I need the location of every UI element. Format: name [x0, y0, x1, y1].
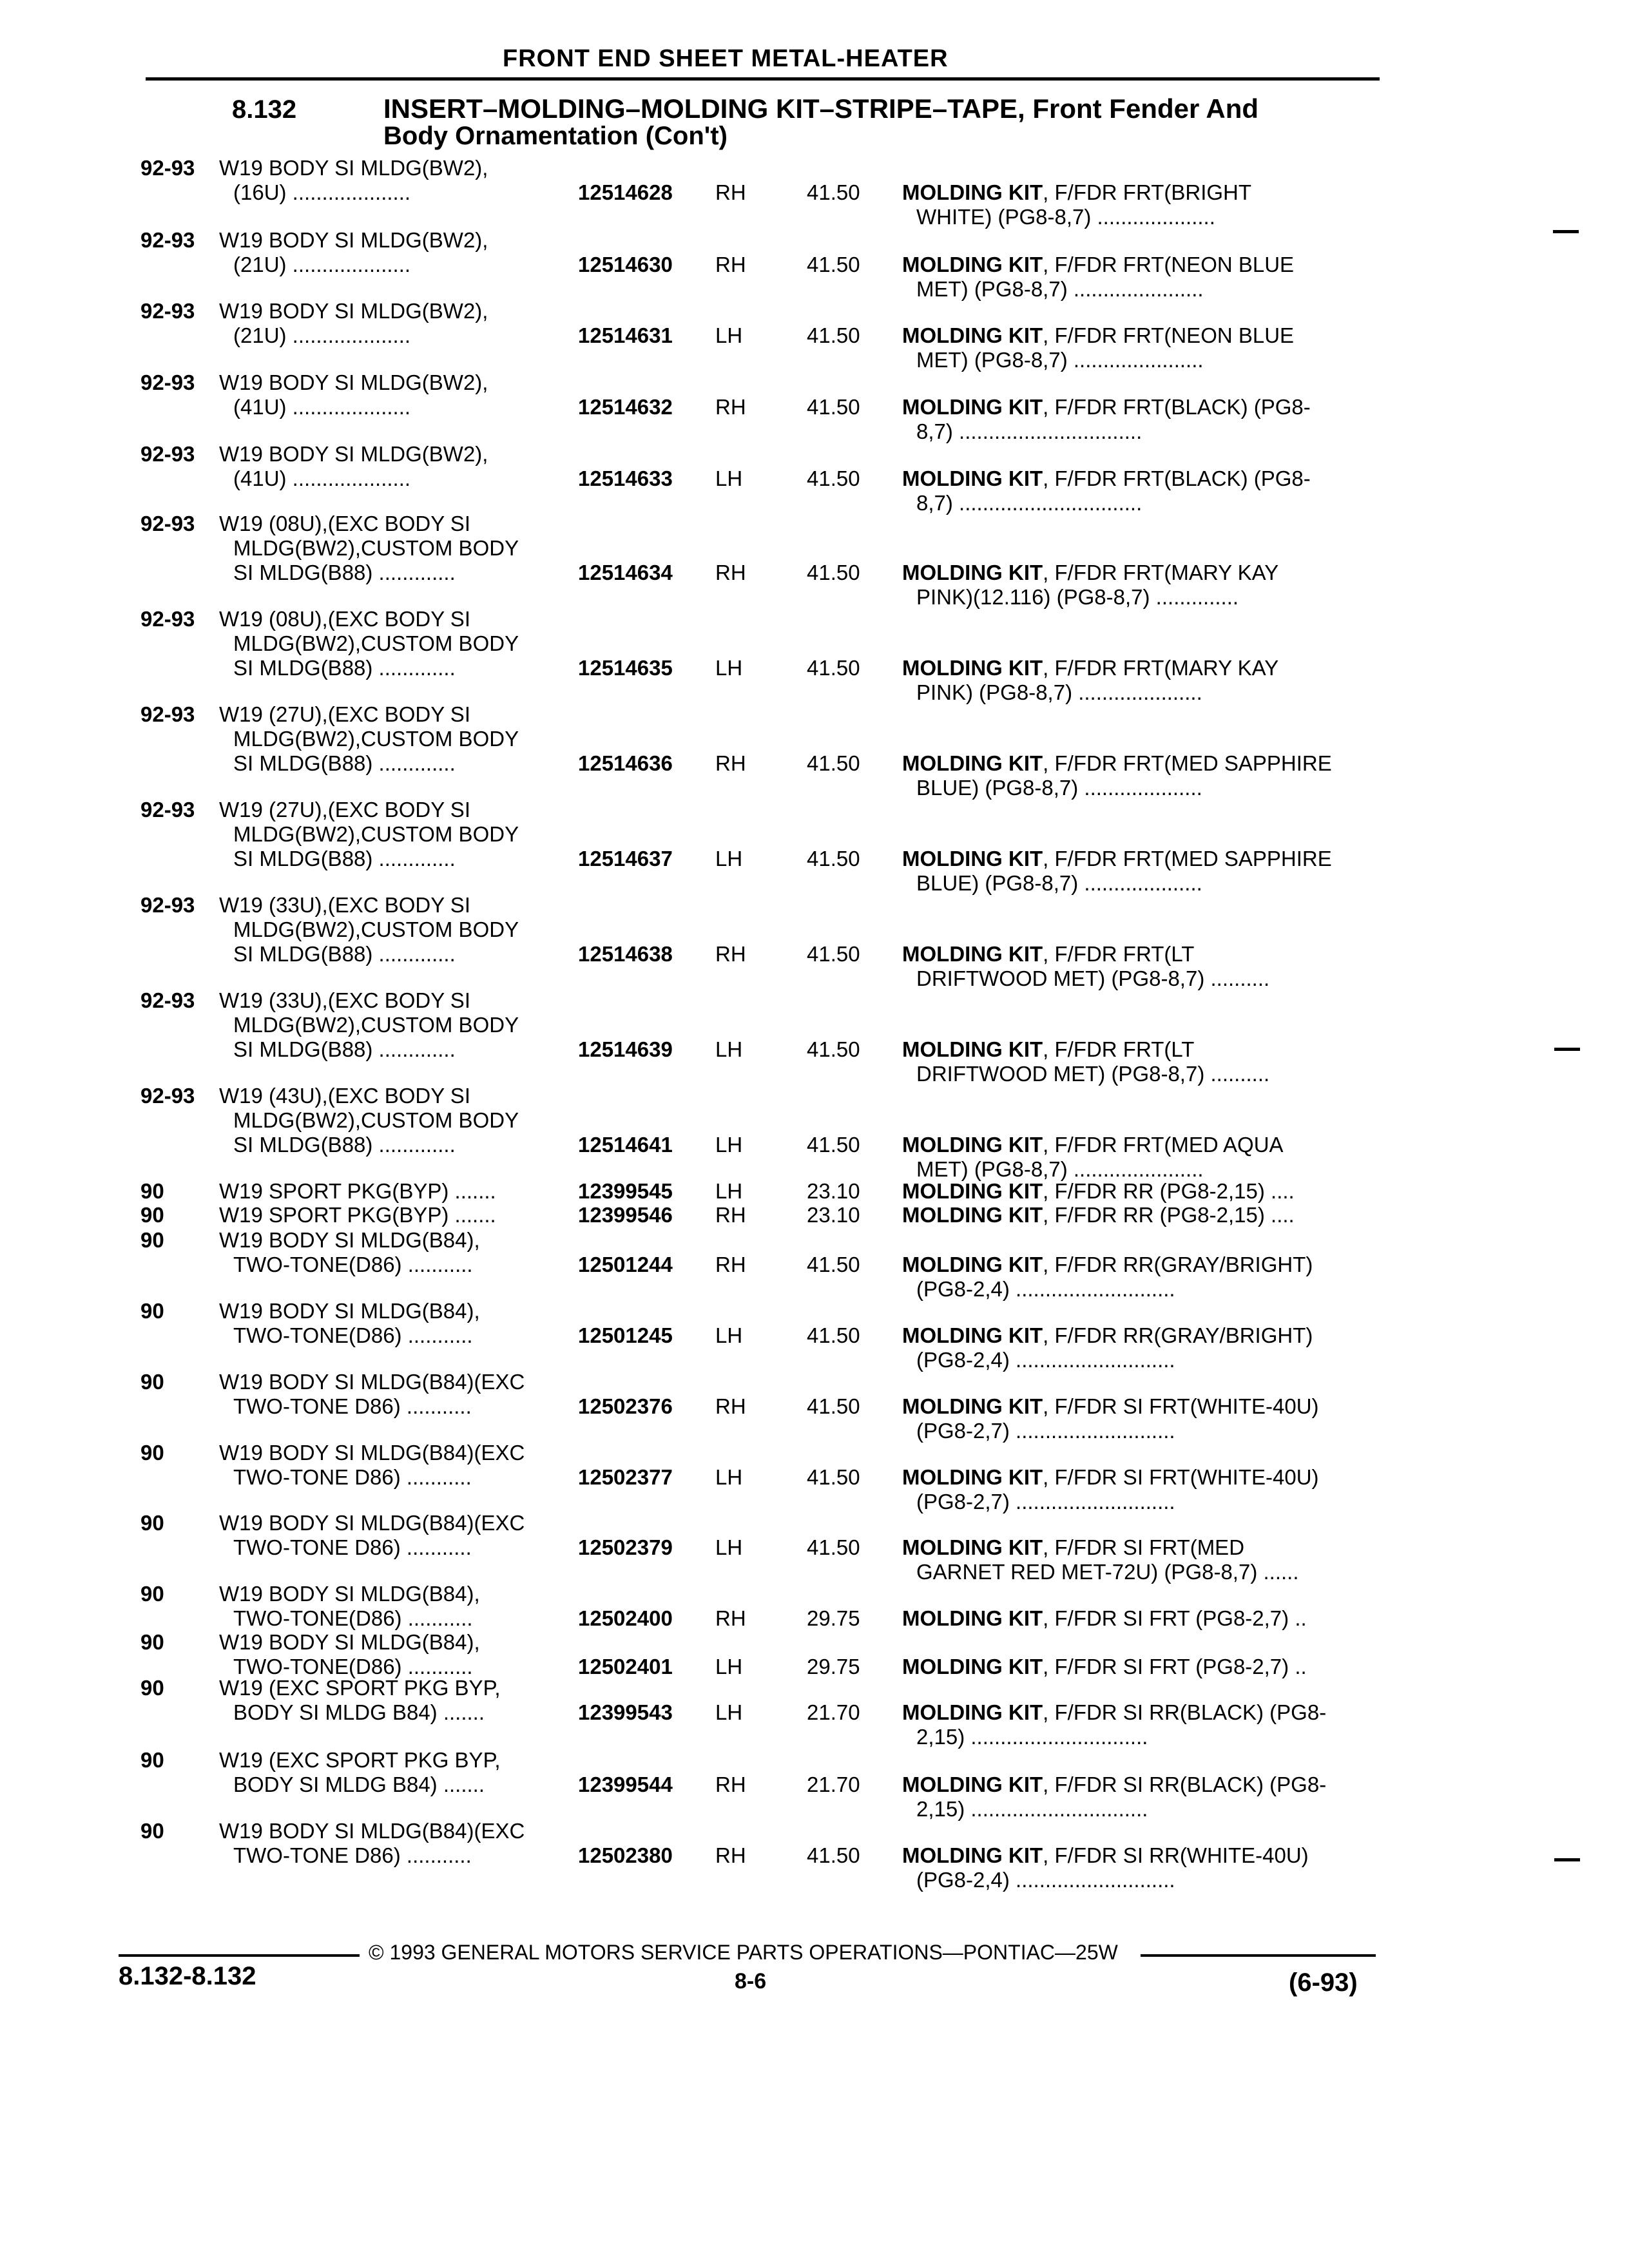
usage-line: MLDG(BW2),CUSTOM BODY [233, 1108, 519, 1132]
side-designation: LH [715, 1323, 743, 1347]
part-number: 12399546 [578, 1203, 673, 1227]
usage-line: SI MLDG(B88) ............. [233, 561, 456, 584]
part-name-line1: MOLDING KIT, F/FDR FRT(LT [902, 1037, 1195, 1061]
usage-line: TWO-TONE(D86) ........... [233, 1606, 473, 1630]
part-name [902, 656, 1278, 705]
model-year: 90 [140, 1511, 164, 1535]
list-price: 41.50 [807, 1253, 860, 1276]
part-name [902, 1394, 1319, 1443]
list-price: 23.10 [807, 1203, 860, 1227]
list-price: 21.70 [807, 1773, 860, 1796]
part-name-line2: 2,15) .............................. [916, 1725, 1148, 1749]
usage-line: BODY SI MLDG B84) ....... [233, 1700, 485, 1724]
footer-rule-left [119, 1954, 360, 1957]
usage-line: SI MLDG(B88) ............. [233, 847, 456, 870]
usage-line: W19 (08U),(EXC BODY SI [219, 607, 470, 631]
part-number: 12514641 [578, 1133, 673, 1157]
part-name-line2: BLUE) (PG8-8,7) .................... [916, 776, 1202, 800]
list-price: 21.70 [807, 1700, 860, 1724]
part-name-line2: BLUE) (PG8-8,7) .................... [916, 871, 1202, 895]
usage-line: MLDG(BW2),CUSTOM BODY [233, 918, 519, 941]
model-year: 90 [140, 1630, 164, 1654]
side-designation: LH [715, 847, 743, 870]
part-name-line1: MOLDING KIT, F/FDR SI RR(BLACK) (PG8- [902, 1700, 1327, 1724]
part-name-line2: MET) (PG8-8,7) ...................... [916, 1157, 1204, 1181]
side-designation: LH [715, 1037, 743, 1061]
usage-line: W19 BODY SI MLDG(B84)(EXC [219, 1819, 525, 1843]
part-name-line2: MET) (PG8-8,7) ...................... [916, 348, 1204, 372]
part-name [902, 942, 1269, 991]
footer-copyright: © 1993 GENERAL MOTORS SERVICE PARTS OPERATIONS—PONTIAC—25W [369, 1941, 1118, 1964]
list-price: 41.50 [807, 395, 860, 419]
model-year: 92-93 [140, 512, 195, 535]
usage-description [219, 607, 519, 680]
header-rule [146, 77, 1380, 81]
part-name-line1: MOLDING KIT, F/FDR SI FRT(WHITE-40U) [902, 1465, 1319, 1489]
part-name [902, 1323, 1313, 1372]
list-price: 23.10 [807, 1179, 860, 1203]
model-year: 92-93 [140, 702, 195, 726]
section-title [383, 95, 1258, 149]
usage-line: TWO-TONE D86) ........... [233, 1843, 472, 1867]
part-name-line1: MOLDING KIT, F/FDR FRT(BRIGHT [902, 180, 1252, 204]
side-designation: RH [715, 1253, 746, 1276]
side-designation: LH [715, 1133, 743, 1157]
side-designation: LH [715, 1655, 743, 1678]
part-name-line2: PINK) (PG8-8,7) ..................... [916, 680, 1202, 704]
side-designation: RH [715, 395, 746, 419]
side-designation: RH [715, 751, 746, 775]
usage-line: W19 BODY SI MLDG(B84), [219, 1299, 480, 1323]
part-name-line2: DRIFTWOOD MET) (PG8-8,7) .......... [916, 966, 1270, 990]
usage-line: SI MLDG(B88) ............. [233, 656, 456, 680]
part-name-line1: MOLDING KIT, F/FDR SI FRT (PG8-2,7) .. [902, 1606, 1307, 1630]
usage-line: MLDG(BW2),CUSTOM BODY [233, 536, 519, 560]
part-name-line1: MOLDING KIT, F/FDR FRT(BLACK) (PG8- [902, 466, 1311, 490]
part-name-line1: MOLDING KIT, F/FDR FRT(MED SAPPHIRE [902, 847, 1332, 870]
usage-line: MLDG(BW2),CUSTOM BODY [233, 822, 519, 846]
usage-description [219, 1203, 496, 1227]
usage-line: SI MLDG(B88) ............. [233, 751, 456, 775]
usage-line: TWO-TONE(D86) ........... [233, 1323, 473, 1347]
part-name-line1: MOLDING KIT, F/FDR RR(GRAY/BRIGHT) [902, 1323, 1313, 1347]
side-designation: RH [715, 1843, 746, 1867]
usage-line: TWO-TONE(D86) ........... [233, 1253, 473, 1276]
model-year: 90 [140, 1582, 164, 1606]
part-name [902, 1253, 1313, 1302]
part-name-line1: MOLDING KIT, F/FDR FRT(MARY KAY [902, 561, 1279, 584]
usage-description [219, 1179, 496, 1204]
usage-description [219, 299, 488, 348]
side-designation: LH [715, 1535, 743, 1559]
footer-date: (6-93) [1289, 1968, 1358, 1997]
part-name-line2: DRIFTWOOD MET) (PG8-8,7) .......... [916, 1062, 1270, 1086]
usage-line: MLDG(BW2),CUSTOM BODY [233, 727, 519, 751]
usage-line: W19 SPORT PKG(BYP) ....... [219, 1203, 496, 1227]
part-name [902, 561, 1278, 610]
usage-line: W19 BODY SI MLDG(BW2), [219, 156, 488, 180]
revision-mark [1554, 1858, 1580, 1861]
part-name [902, 323, 1294, 372]
usage-line: W19 (33U),(EXC BODY SI [219, 988, 470, 1012]
model-year: 92-93 [140, 156, 195, 180]
part-number: 12502400 [578, 1606, 673, 1630]
part-name-line1: MOLDING KIT, F/FDR RR (PG8-2,15) .... [902, 1179, 1295, 1203]
side-designation: LH [715, 466, 743, 490]
usage-line: SI MLDG(B88) ............. [233, 1037, 456, 1061]
part-number: 12514637 [578, 847, 673, 870]
side-designation: RH [715, 180, 746, 204]
part-name [902, 1606, 1307, 1631]
part-number: 12514638 [578, 942, 673, 966]
model-year: 90 [140, 1676, 164, 1700]
list-price: 41.50 [807, 942, 860, 966]
part-name-line2: (PG8-2,7) ........................... [916, 1419, 1175, 1443]
usage-line: W19 BODY SI MLDG(B84), [219, 1228, 480, 1252]
part-name-line1: MOLDING KIT, F/FDR FRT(MED AQUA [902, 1133, 1284, 1157]
list-price: 41.50 [807, 561, 860, 584]
part-name [902, 180, 1251, 229]
model-year: 92-93 [140, 893, 195, 917]
part-name [902, 1773, 1326, 1821]
usage-line: W19 BODY SI MLDG(BW2), [219, 370, 488, 394]
list-price: 41.50 [807, 1323, 860, 1347]
part-name [902, 847, 1332, 896]
list-price: 41.50 [807, 1133, 860, 1157]
model-year: 90 [140, 1441, 164, 1465]
page-header-title: FRONT END SHEET METAL-HEATER [503, 45, 949, 72]
usage-description [219, 1299, 480, 1348]
part-name-line1: MOLDING KIT, F/FDR FRT(NEON BLUE [902, 323, 1295, 347]
part-name-line2: 8,7) ............................... [916, 419, 1142, 443]
part-name [902, 1535, 1299, 1584]
model-year: 90 [140, 1203, 164, 1227]
part-number: 12514631 [578, 323, 673, 347]
part-name-line1: MOLDING KIT, F/FDR SI FRT(MED [902, 1535, 1245, 1559]
part-name [902, 1843, 1309, 1892]
part-name [902, 1700, 1326, 1749]
part-number: 12399543 [578, 1700, 673, 1724]
part-name-line1: MOLDING KIT, F/FDR FRT(NEON BLUE [902, 253, 1295, 276]
revision-mark [1553, 230, 1579, 233]
model-year: 90 [140, 1748, 164, 1772]
part-number: 12502377 [578, 1465, 673, 1489]
usage-line: W19 (EXC SPORT PKG BYP, [219, 1676, 501, 1700]
part-number: 12399545 [578, 1179, 673, 1203]
usage-description [219, 442, 488, 491]
side-designation: RH [715, 253, 746, 276]
usage-description [219, 1582, 480, 1631]
usage-description [219, 1748, 501, 1797]
usage-description [219, 1370, 525, 1419]
model-year: 92-93 [140, 299, 195, 323]
part-number: 12502401 [578, 1655, 673, 1678]
side-designation: RH [715, 942, 746, 966]
usage-description [219, 1084, 519, 1157]
usage-line: W19 SPORT PKG(BYP) ....... [219, 1179, 496, 1203]
part-number: 12502379 [578, 1535, 673, 1559]
model-year: 90 [140, 1228, 164, 1252]
part-name [902, 1465, 1319, 1514]
part-name-line2: (PG8-2,4) ........................... [916, 1868, 1175, 1892]
model-year: 92-93 [140, 988, 195, 1012]
part-name-line2: WHITE) (PG8-8,7) .................... [916, 205, 1215, 229]
usage-line: W19 BODY SI MLDG(BW2), [219, 442, 488, 466]
section-number: 8.132 [232, 95, 297, 124]
side-designation: LH [715, 1465, 743, 1489]
part-number: 12514628 [578, 180, 673, 204]
model-year: 92-93 [140, 1084, 195, 1108]
part-name-line1: MOLDING KIT, F/FDR RR (PG8-2,15) .... [902, 1203, 1295, 1227]
footer-section-reference: 8.132-8.132 [119, 1962, 256, 1990]
usage-description [219, 798, 519, 871]
usage-line: SI MLDG(B88) ............. [233, 942, 456, 966]
part-name-line1: MOLDING KIT, F/FDR FRT(BLACK) (PG8- [902, 395, 1311, 419]
usage-description [219, 228, 488, 277]
list-price: 41.50 [807, 180, 860, 204]
side-designation: RH [715, 1773, 746, 1796]
footer-page-number: 8-6 [735, 1969, 767, 1994]
section-title-line2: Body Ornamentation (Con't) [383, 122, 728, 150]
usage-line: (16U) .................... [233, 180, 411, 204]
part-name [902, 253, 1294, 302]
side-designation: RH [715, 561, 746, 584]
usage-line: TWO-TONE(D86) ........... [233, 1655, 473, 1678]
part-number: 12501245 [578, 1323, 673, 1347]
usage-description [219, 1511, 525, 1560]
model-year: 92-93 [140, 798, 195, 822]
usage-line: SI MLDG(B88) ............. [233, 1133, 456, 1157]
side-designation: LH [715, 656, 743, 680]
part-number: 12514636 [578, 751, 673, 775]
part-name-line1: MOLDING KIT, F/FDR FRT(LT [902, 942, 1195, 966]
section-title-line1: INSERT–MOLDING–MOLDING KIT–STRIPE–TAPE, Front Fender And [383, 93, 1259, 124]
part-name-line1: MOLDING KIT, F/FDR RR(GRAY/BRIGHT) [902, 1253, 1313, 1276]
list-price: 41.50 [807, 253, 860, 276]
list-price: 29.75 [807, 1606, 860, 1630]
list-price: 41.50 [807, 656, 860, 680]
part-number: 12501244 [578, 1253, 673, 1276]
part-number: 12399544 [578, 1773, 673, 1796]
part-name-line1: MOLDING KIT, F/FDR SI FRT (PG8-2,7) .. [902, 1655, 1307, 1678]
model-year: 92-93 [140, 228, 195, 252]
part-name-line1: MOLDING KIT, F/FDR SI RR(WHITE-40U) [902, 1843, 1309, 1867]
part-number: 12514639 [578, 1037, 673, 1061]
model-year: 92-93 [140, 607, 195, 631]
list-price: 41.50 [807, 323, 860, 347]
usage-line: W19 BODY SI MLDG(B84)(EXC [219, 1441, 525, 1465]
list-price: 41.50 [807, 847, 860, 870]
usage-description [219, 1441, 525, 1490]
part-number: 12502380 [578, 1843, 673, 1867]
side-designation: LH [715, 323, 743, 347]
usage-line: W19 BODY SI MLDG(B84), [219, 1630, 480, 1654]
usage-description [219, 156, 488, 205]
usage-description [219, 893, 519, 966]
usage-line: (21U) .................... [233, 253, 411, 276]
usage-line: W19 BODY SI MLDG(BW2), [219, 299, 488, 323]
part-name-line2: (PG8-2,4) ........................... [916, 1277, 1175, 1301]
usage-description [219, 512, 519, 585]
usage-description [219, 370, 488, 419]
usage-description [219, 988, 519, 1062]
side-designation: RH [715, 1394, 746, 1418]
part-name-line2: (PG8-2,7) ........................... [916, 1490, 1175, 1514]
model-year: 92-93 [140, 370, 195, 394]
usage-line: W19 (43U),(EXC BODY SI [219, 1084, 470, 1108]
part-number: 12514635 [578, 656, 673, 680]
usage-line: W19 BODY SI MLDG(B84), [219, 1582, 480, 1606]
list-price: 41.50 [807, 1843, 860, 1867]
part-name [902, 1655, 1307, 1679]
part-name-line1: MOLDING KIT, F/FDR SI FRT(WHITE-40U) [902, 1394, 1319, 1418]
list-price: 41.50 [807, 1394, 860, 1418]
model-year: 92-93 [140, 442, 195, 466]
side-designation: RH [715, 1203, 746, 1227]
part-number: 12514634 [578, 561, 673, 584]
usage-line: W19 BODY SI MLDG(BW2), [219, 228, 488, 252]
side-designation: LH [715, 1700, 743, 1724]
part-number: 12514633 [578, 466, 673, 490]
part-name [902, 395, 1311, 444]
side-designation: LH [715, 1179, 743, 1203]
usage-line: W19 (27U),(EXC BODY SI [219, 702, 470, 726]
part-name [902, 1203, 1295, 1227]
part-name [902, 466, 1311, 515]
part-name-line2: PINK)(12.116) (PG8-8,7) .............. [916, 585, 1239, 609]
part-name-line1: MOLDING KIT, F/FDR SI RR(BLACK) (PG8- [902, 1773, 1327, 1796]
part-name-line2: 8,7) ............................... [916, 491, 1142, 515]
usage-line: (41U) .................... [233, 466, 411, 490]
model-year: 90 [140, 1179, 164, 1203]
part-name-line1: MOLDING KIT, F/FDR FRT(MARY KAY [902, 656, 1279, 680]
model-year: 90 [140, 1299, 164, 1323]
part-number: 12514632 [578, 395, 673, 419]
model-year: 90 [140, 1819, 164, 1843]
usage-line: W19 (27U),(EXC BODY SI [219, 798, 470, 822]
part-number: 12502376 [578, 1394, 673, 1418]
part-name [902, 1133, 1284, 1182]
list-price: 41.50 [807, 1535, 860, 1559]
usage-line: W19 (08U),(EXC BODY SI [219, 512, 470, 535]
usage-description [219, 1228, 480, 1277]
part-name [902, 1037, 1269, 1086]
usage-line: BODY SI MLDG B84) ....... [233, 1773, 485, 1796]
usage-line: W19 (33U),(EXC BODY SI [219, 893, 470, 917]
part-name-line2: GARNET RED MET-72U) (PG8-8,7) ...... [916, 1560, 1299, 1584]
list-price: 41.50 [807, 466, 860, 490]
usage-description [219, 1676, 501, 1725]
usage-description [219, 1630, 480, 1679]
usage-line: TWO-TONE D86) ........... [233, 1535, 472, 1559]
part-name [902, 1179, 1295, 1204]
usage-line: (21U) .................... [233, 323, 411, 347]
part-name [902, 751, 1332, 800]
usage-description [219, 702, 519, 776]
usage-line: TWO-TONE D86) ........... [233, 1465, 472, 1489]
usage-description [219, 1819, 525, 1868]
list-price: 41.50 [807, 1037, 860, 1061]
part-name-line1: MOLDING KIT, F/FDR FRT(MED SAPPHIRE [902, 751, 1332, 775]
usage-line: (41U) .................... [233, 395, 411, 419]
usage-line: MLDG(BW2),CUSTOM BODY [233, 631, 519, 655]
part-name-line2: 2,15) .............................. [916, 1797, 1148, 1821]
side-designation: RH [715, 1606, 746, 1630]
footer-rule-right [1141, 1954, 1376, 1957]
usage-line: MLDG(BW2),CUSTOM BODY [233, 1013, 519, 1037]
part-number: 12514630 [578, 253, 673, 276]
part-name-line2: (PG8-2,4) ........................... [916, 1348, 1175, 1372]
usage-line: W19 BODY SI MLDG(B84)(EXC [219, 1511, 525, 1535]
model-year: 90 [140, 1370, 164, 1394]
list-price: 41.50 [807, 1465, 860, 1489]
usage-line: TWO-TONE D86) ........... [233, 1394, 472, 1418]
usage-line: W19 (EXC SPORT PKG BYP, [219, 1748, 501, 1772]
list-price: 29.75 [807, 1655, 860, 1678]
usage-line: W19 BODY SI MLDG(B84)(EXC [219, 1370, 525, 1394]
list-price: 41.50 [807, 751, 860, 775]
revision-mark [1554, 1048, 1580, 1051]
part-name-line2: MET) (PG8-8,7) ...................... [916, 277, 1204, 301]
